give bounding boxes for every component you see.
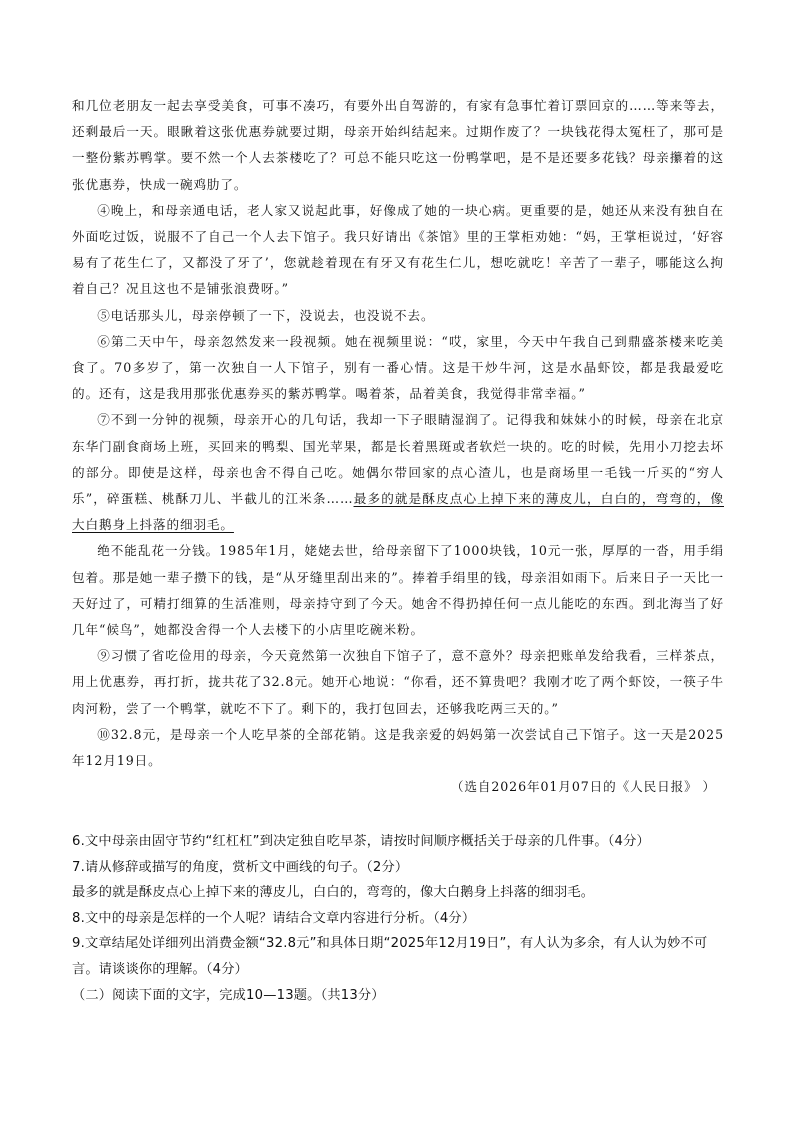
question-6: 6.文中母亲由固守节约“红杠杠”到决定独自吃早茶，请按时间顺序概括关于母亲的几件事。（4分） xyxy=(72,834,650,849)
paragraph-8: 绝不能乱花一分钱。1985年1月，姥姥去世，给母亲留下了1000块钱，10元一张，厚厚的一沓，用手绢包着。那是她一辈子攒下的钱，是“从牙缝里刮出来的”。捧着手绢里的钱，母亲泪如雨下。后来日子一天比一天好过了，可精打细算的生活准则，母亲持守到了今天。她舍不得扔掉任何一点儿能吃的东西。到北海当了好几年“候鸟”，她都没舍得一个人去楼下的小店里吃碗米粉。 xyxy=(72,543,724,638)
article-body xyxy=(72,93,724,800)
paragraph-4: ④晚上，和母亲通电话，老人家又说起此事，好像成了她的一块心病。更重要的是，她还从来没有独自在外面吃过饭，说服不了自己一个人去下馆子。我只好请出《茶馆》里的王掌柜劝她：“妈，王掌柜说过，‘好容易有了花生仁了，又都没了牙了’，您就趁着现在有牙又有花生仁儿，想吃就吃！辛苦了一辈子，哪能这么拘着自己？况且这也不是铺张浪费呀。” xyxy=(72,202,724,297)
questions-section xyxy=(72,829,724,1008)
section-2-heading: （二）阅读下面的文字，完成10—13题。（共13分） xyxy=(72,987,385,1003)
article-source: （选自2026年01月07日的《人民日报》 ） xyxy=(450,779,716,795)
paragraph-9: ⑨习惯了省吃俭用的母亲，今天竟然第一次独自下馆子了，意不意外？母亲把账单发给我看，三样茶点，用上优惠券，再打折，拢共花了32.8元。她开心地说：“你看，还不算贵吧？我刚才吃了两个虾饺，一筷子牛肉河粉，尝了一个鸭掌，就吃不下了。剩下的，我打包回去，还够我吃两三天的。” xyxy=(72,648,724,716)
paragraph-10: ⑩32.8元，是母亲一个人吃早茶的全部花销。这是我亲爱的妈妈第一次尝试自己下馆子。这一天是2025年12月19日。 xyxy=(72,726,724,769)
paragraph-7-text: ⑦不到一分钟的视频，母亲开心的几句话，我却一下子眼睛湿润了。记得我和妹妹小的时候，母亲在北京东华门副食商场上班，买回来的鸭梨、国光苹果，都是长着黑斑或者软烂一块的。吃的时候，先用小刀挖去坏的部分。即使是这样，母亲也舍不得自己吃。她偶尔带回家的点心渣儿，也是商场里一毛钱一斤买的“穷人乐”，碎蛋糕、桃酥刀儿、半截儿的江米条…… xyxy=(72,412,724,507)
question-7: 7.请从修辞或描写的角度，赏析文中画线的句子。（2分） xyxy=(72,859,409,875)
paragraph-5: ⑤电话那头儿，母亲停顿了一下，没说去，也没说不去。 xyxy=(97,307,435,323)
paragraph-3-continued: 和几位老朋友一起去享受美食，可事不凑巧，有要外出自驾游的，有家有急事忙着订票回京的……等来等去，还剩最后一天。眼瞅着这张优惠券就要过期，母亲开始纠结起来。过期作废了？一块钱花得太冤枉了，那可是一整份紫苏鸭掌。要不然一个人去茶楼吃了？可总不能只吃这一份鸭掌吧，是不是还要多花钱？母亲攥着的这张优惠券，快成一碗鸡肋了。 xyxy=(72,98,724,192)
underlined-sentence: 最多的就是酥皮点心上掉下来的薄皮儿，白白的，弯弯的，像大白鹅身上抖落的细羽毛。 xyxy=(72,491,724,533)
question-7-quote: 最多的就是酥皮点心上掉下来的薄皮儿，白白的，弯弯的，像大白鹅身上抖落的细羽毛。 xyxy=(72,885,595,901)
paragraph-7 xyxy=(72,407,724,538)
question-8: 8.文中的母亲是怎样的一个人呢？请结合文章内容进行分析。（4分） xyxy=(72,910,476,926)
paragraph-6: ⑥第二天中午，母亲忽然发来一段视频。她在视频里说：“哎，家里，今天中午我自己到鼎盛茶楼来吃美食了。70多岁了，第一次独自一人下馆子，别有一番心情。这是干炒牛河，这是水晶虾饺，都是我最爱吃的。还有，这是我用那张优惠券买的紫苏鸭掌。喝着茶，品着美食，我觉得非常幸福。” xyxy=(72,333,724,402)
question-9: 9.文章结尾处详细列出消费金额“32.8元”和具体日期“2025年12月19日”，有人认为多余，有人认为妙不可言。请谈谈你的理解。（4分） xyxy=(72,936,708,977)
